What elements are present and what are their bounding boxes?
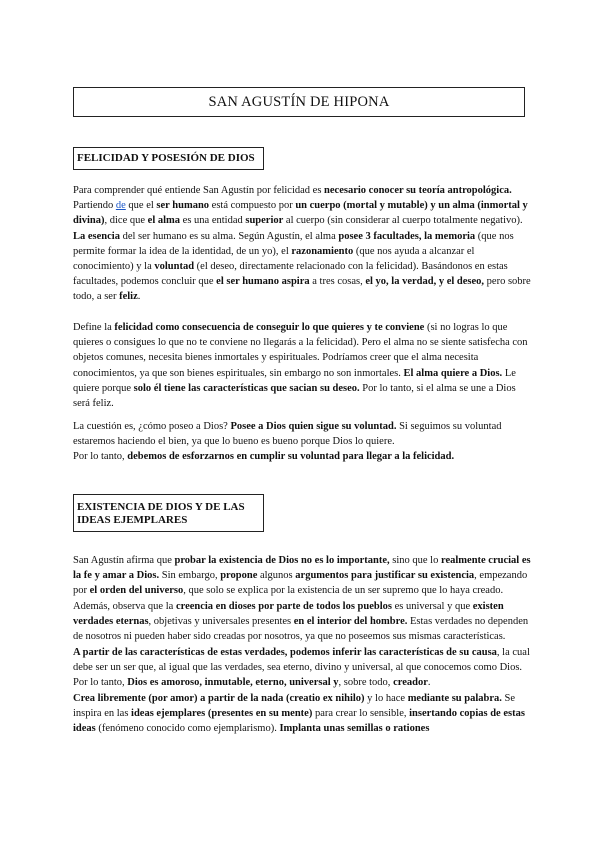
bold-text: ser humano [156, 200, 210, 212]
text-run: (fenómeno conocido como ejemplarismo). [95, 723, 280, 735]
bold-text: mediante su palabra. [407, 692, 502, 704]
text-run: Por lo tanto, [73, 451, 128, 463]
bold-text: felicidad como consecuencia de conseguir lo que quieres y te conviene [114, 322, 425, 333]
text-run: es una entidad [180, 215, 246, 227]
bold-text: el yo, la verdad, y el deseo, [365, 276, 485, 288]
inline-link[interactable]: de [115, 200, 126, 212]
bold-text: el alma [147, 215, 181, 227]
text-run: , que solo se explica por la existencia de un ser supremo que lo haya creado. Además, observa que la [73, 585, 504, 612]
text-run: y lo hace [364, 692, 408, 704]
bold-text: voluntad [154, 261, 195, 273]
text-run: , empezando por [73, 570, 528, 597]
text-run: Se inspira en las [73, 692, 516, 719]
bold-text: El alma quiere a Dios. [403, 367, 503, 379]
bold-text: el orden del universo [89, 585, 184, 597]
text-run: , dice que [104, 215, 148, 227]
text-run: (que nos ayuda a alcanzar el conocimiento) y la [73, 245, 475, 273]
paragraph [73, 183, 533, 305]
bold-text: ideas ejemplares (presentes en su mente) [131, 707, 313, 719]
bold-text: A partir de las características de estas verdades, podemos inferir las características de su causa [73, 647, 497, 658]
text-run: sino que lo [389, 555, 441, 566]
bold-text: un cuerpo (mortal y mutable) y un alma (inmortal y divina) [73, 200, 528, 227]
section-heading-felicidad: FELICIDAD Y POSESIÓN DE DIOS [73, 147, 264, 170]
bold-text: creencia en dioses por parte de todos los pueblos [175, 600, 392, 612]
bold-text: superior [245, 215, 284, 227]
text-run: . [427, 677, 431, 689]
bold-text: Dios es amoroso, inmutable, eterno, universal y [127, 677, 339, 689]
bold-text: La esencia [73, 230, 120, 242]
text-run: (que nos permite formar la idea de la identidad, de un yo), el [73, 230, 514, 257]
text-run: , la cual debe ser un ser que, al igual que las verdades, sea eterno, divino y universal, al que conocemos como Dios. Por lo tanto, [73, 647, 530, 689]
text-run: pero sobre todo, a ser [73, 276, 531, 303]
bold-text: existen verdades eternas [73, 600, 504, 627]
text-run: Define la [73, 322, 115, 333]
text-run: La cuestión es, ¿cómo poseo a Dios? [73, 421, 231, 432]
section-heading-existencia: EXISTENCIA DE DIOS Y DE LAS IDEAS EJEMPLARES [73, 494, 264, 532]
text-run: a tres cosas, [309, 276, 366, 288]
bold-text: Posee a Dios quien sigue su voluntad. [230, 421, 397, 432]
bold-text: razonamiento [291, 245, 354, 257]
bold-text: en el interior del hombre. [293, 615, 408, 627]
text-run: que el [125, 200, 157, 212]
bold-text: el ser humano aspira [216, 276, 310, 288]
bold-text: Crea libremente (por amor) a partir de la nada (creatio ex nihilo) [73, 692, 365, 704]
text-run: , sobre todo, [338, 677, 394, 689]
text-run: Si seguimos su voluntad estaremos haciendo el bien, ya que lo bueno es bueno porque Dios lo quiere. [73, 421, 502, 448]
text-run: San Agustín afirma que [73, 555, 175, 566]
text-run: Estas verdades no dependen de nosotros ni pueden haber sido creadas por nosotros, ya que no poseemos sus mismas características. [73, 615, 529, 643]
bold-text: argumentos para justificar su existencia [295, 570, 475, 582]
bold-text: necesario conocer su teoría antropológica. [324, 185, 512, 196]
text-run: Sin embargo, [159, 570, 221, 582]
text-run: Le quiere porque [73, 367, 516, 394]
text-run: del ser humano es su alma. Según Agustín, el alma [119, 230, 339, 242]
bold-text: debemos de esforzarnos en cumplir su voluntad para llegar a la felicidad. [127, 451, 455, 463]
text-run: al cuerpo (sin considerar al cuerpo totalmente negativo). [283, 215, 523, 227]
text-run: Partiendo [73, 200, 116, 212]
document-title: SAN AGUSTÍN DE HIPONA [73, 87, 525, 117]
bold-text: realmente crucial es la fe y amar a Dios. [73, 555, 531, 582]
bold-text: propone [220, 570, 258, 582]
text-run: . [137, 291, 141, 303]
text-run: algunos [257, 570, 296, 582]
bold-text: posee 3 facultades, la memoria [338, 230, 476, 242]
text-run: Para comprender qué entiende San Agustín por felicidad es [73, 185, 325, 196]
text-run: está compuesto por [209, 200, 296, 212]
text-run: (si no logras lo que quieres o consigues lo que no te conviene no llegarás a la felicidad). Pero el alma no se siente satisfecha con objetos comunes, necesita bienes inmortales y espirituales. Podríamos creer que el alma necesita conocimientos, ya que son bienes espirituales, sin embargo no son inmortales. [73, 322, 528, 379]
paragraph [73, 645, 533, 736]
paragraph [73, 419, 533, 465]
bold-text: solo él tiene las características que sacian su deseo. [133, 382, 360, 394]
bold-text: feliz [119, 291, 138, 303]
text-run: para crear lo sensible, [312, 707, 410, 719]
text-run: , objetivas y universales presentes [148, 615, 294, 627]
text-run: Por lo tanto, si el alma se une a Dios será feliz. [73, 382, 516, 410]
paragraph [73, 553, 533, 644]
paragraph [73, 320, 533, 411]
bold-text: creador [393, 677, 428, 689]
text-run: (el deseo, directamente relacionado con la felicidad). Basándonos en estas facultades, podemos concluir que [73, 261, 508, 288]
bold-text: Implanta unas semillas o rationes [279, 723, 430, 735]
bold-text: probar la existencia de Dios no es lo importante, [174, 555, 390, 566]
text-run: es universal y que [391, 600, 473, 612]
bold-text: insertando copias de estas ideas [73, 707, 525, 735]
